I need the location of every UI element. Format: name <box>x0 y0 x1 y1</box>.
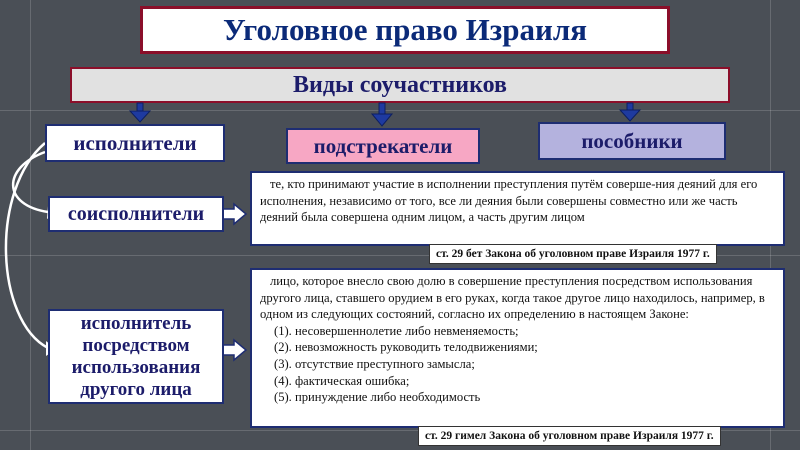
law-reference-29-gimel: ст. 29 гимел Закона об уголовном праве Израиля 1977 г. <box>418 426 721 446</box>
subtype-executor-via-other: исполнитель посредством использования другого лица <box>48 309 224 404</box>
right-arrow <box>222 204 246 224</box>
down-arrow <box>372 103 392 126</box>
down-arrow <box>620 103 640 121</box>
down-arrow <box>130 103 150 122</box>
category-executors: исполнители <box>45 124 225 162</box>
condition-item: (3). отсутствие преступного замысла; <box>274 356 475 371</box>
kinds-header: Виды соучастников <box>70 67 730 103</box>
definition-executor-via-other <box>250 268 785 428</box>
law-reference-29-bet: ст. 29 бет Закона об уголовном праве Израиля 1977 г. <box>429 244 717 264</box>
condition-item: (2). невозможность руководить телодвижениями; <box>274 340 538 355</box>
definition-intro: лицо, которое внесло свою долю в совершение преступления посредством использования другого лица, ставшего орудием в его руках, когда такое другое лицо находилось, например, в одном из следующих состояний, согласно их определению в настоящем Законе: <box>260 274 765 322</box>
definition-co-executors: те, кто принимают участие в исполнении преступления путём соверше-ния деяний для его исполнения, независимо от того, все ли деяния были совершены совместно или же часть деяний была совершена одним лицом, а часть другим лицом <box>250 171 785 246</box>
category-accomplices: пособники <box>538 122 726 160</box>
condition-item: (1). несовершеннолетие либо невменяемость; <box>274 323 519 338</box>
condition-item: (5). принуждение либо необходимость <box>274 390 481 405</box>
slide-title: Уголовное право Израиля <box>140 6 670 54</box>
category-instigators: подстрекатели <box>286 128 480 164</box>
subtype-co-executors: соисполнители <box>48 196 224 232</box>
right-arrow <box>222 340 246 360</box>
connector-curve <box>6 143 48 348</box>
condition-item: (4). фактическая ошибка; <box>274 373 410 388</box>
